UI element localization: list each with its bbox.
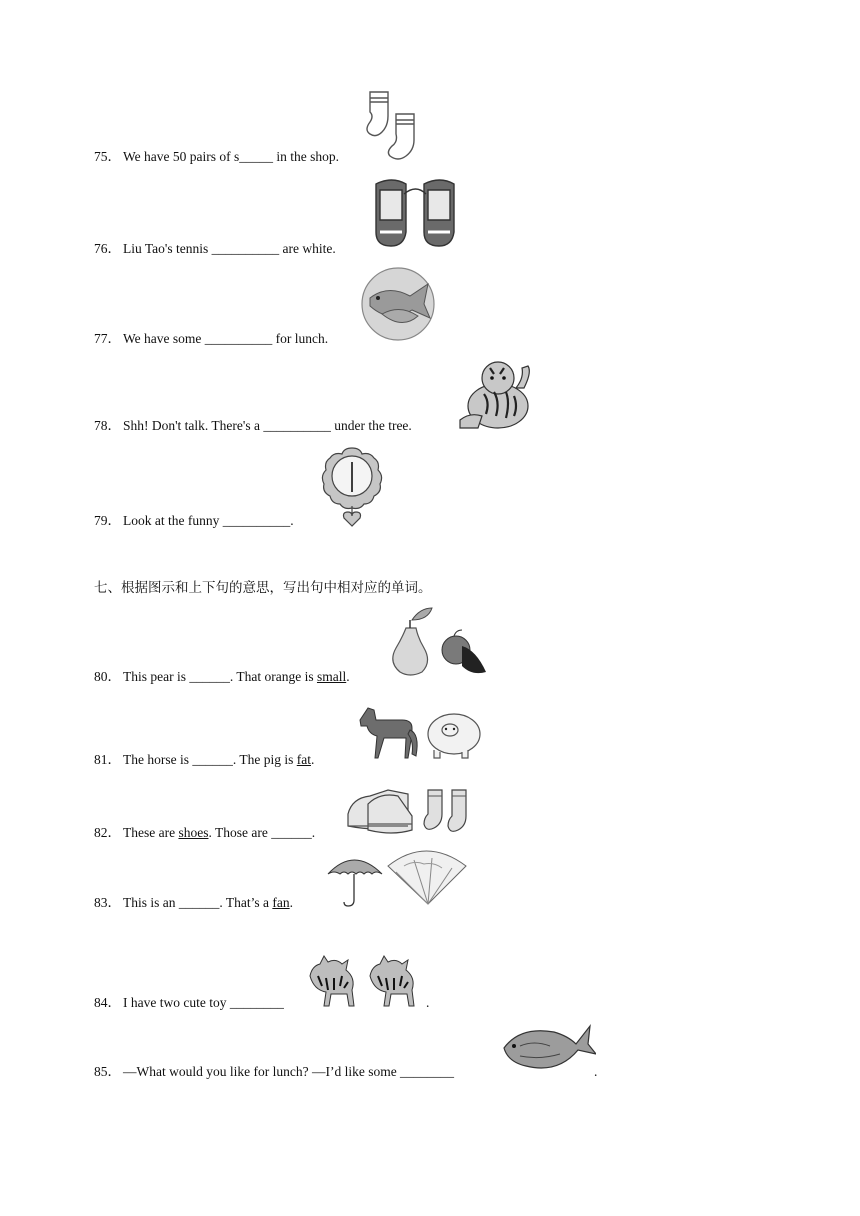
question-82: 82． These are shoes. Those are ______. — [94, 825, 316, 840]
question-76: 76． Liu Tao's tennis __________ are white. — [94, 241, 336, 256]
question-79: 79． Look at the funny __________. — [94, 513, 294, 528]
fish-icon — [500, 1018, 596, 1076]
question-85-end: . — [594, 1064, 598, 1079]
socks-icon — [362, 88, 428, 162]
pear-orange-icon — [382, 606, 494, 676]
question-85: 85． —What would you like for lunch? —I’d like some ________ — [94, 1064, 455, 1079]
question-83: 83． This is an ______. That’s a fan. — [94, 895, 293, 910]
clock-icon — [320, 446, 384, 528]
shoes-socks-icon — [344, 784, 480, 840]
question-81: 81． The horse is ______. The pig is fat. — [94, 752, 315, 767]
question-84-end: . — [426, 995, 430, 1010]
two-tigers-icon — [304, 952, 428, 1008]
question-78: 78． Shh! Don't talk. There's a __________ under the tree. — [94, 418, 412, 433]
sneakers-icon — [370, 176, 464, 254]
question-75: 75． We have 50 pairs of s_____ in the shop. — [94, 149, 339, 164]
question-84: 84． I have two cute toy ________ — [94, 995, 284, 1010]
question-77: 77． We have some __________ for lunch. — [94, 331, 329, 346]
section-title: 七、根据图示和上下句的意思，写出句中相对应的单词。 — [94, 580, 432, 596]
question-80: 80． This pear is ______. That orange is small. — [94, 669, 350, 684]
tiger-icon — [454, 358, 536, 432]
fish-plate-icon — [360, 264, 444, 344]
umbrella-fan-icon — [324, 848, 470, 910]
horse-pig-icon — [350, 702, 484, 762]
